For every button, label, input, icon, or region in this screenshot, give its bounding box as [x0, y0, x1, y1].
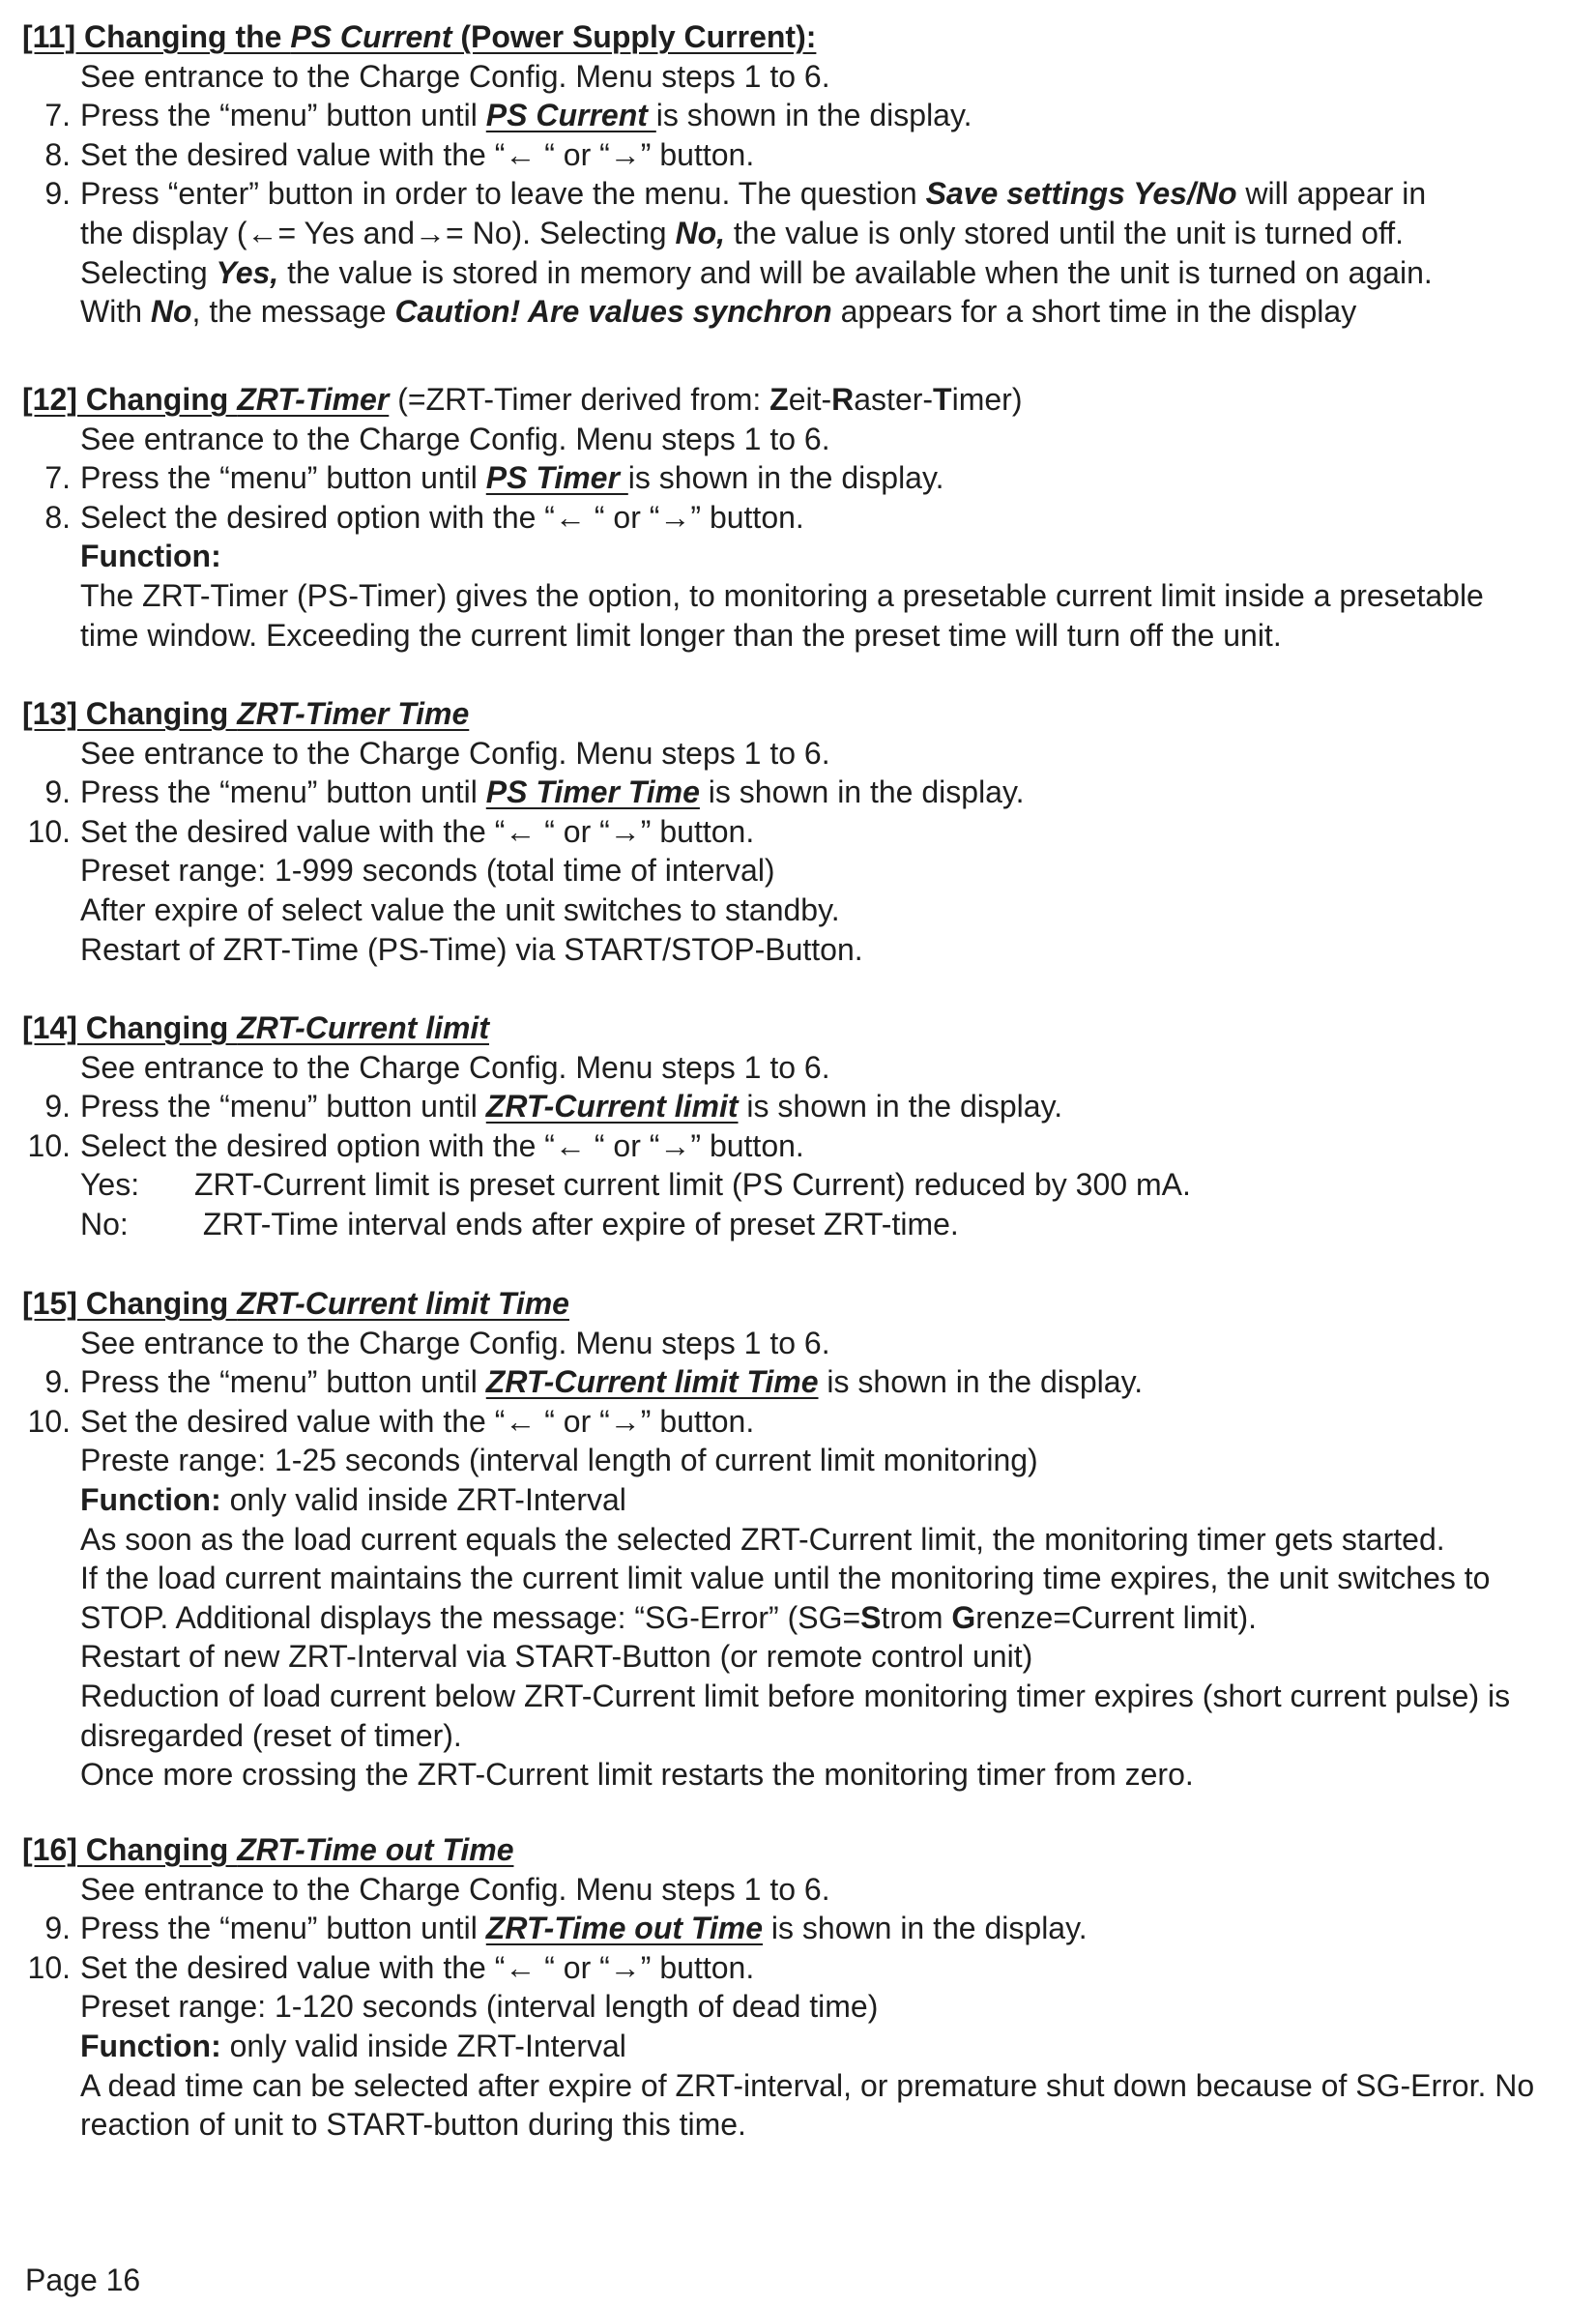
- section-heading: [22, 1008, 489, 1047]
- text-line: [80, 1480, 626, 1519]
- text-line: [80, 2027, 626, 2065]
- step-number: 9.: [44, 1364, 71, 1399]
- numbered-step: [44, 1362, 1144, 1401]
- text-run: , the message: [191, 294, 395, 329]
- text-run: ZRT-Current limit Time: [237, 1286, 569, 1321]
- text-run: trom: [881, 1600, 952, 1635]
- text-line: [80, 616, 1282, 655]
- text-line: [80, 1048, 830, 1087]
- text-run: Once more crossing the ZRT-Current limit restarts the monitoring timer from zero.: [80, 1757, 1194, 1792]
- text-run: PS Current: [290, 19, 452, 54]
- numbered-step: [44, 135, 755, 174]
- option-key: No:: [80, 1207, 129, 1241]
- text-run: imer): [951, 382, 1023, 417]
- text-run: Restart of ZRT-Time (PS-Time) via START/STOP-Button.: [80, 932, 863, 967]
- text-line: [80, 2066, 1534, 2105]
- text-run: Select the desired option with the “← “ or “→” button.: [80, 500, 804, 535]
- text-run: Press “enter” button in order to leave the menu. The question: [80, 176, 926, 211]
- text-run: A dead time can be selected after expire of ZRT-interval, or premature shut down because of SG-Error. No: [80, 2068, 1535, 2103]
- text-run: Function:: [80, 539, 221, 573]
- text-line: [80, 537, 221, 575]
- text-run: (Power Supply Current):: [451, 19, 817, 54]
- text-run: Z: [769, 382, 789, 417]
- text-line: [80, 1598, 1257, 1637]
- text-run: Press the “menu” button until: [80, 98, 486, 132]
- step-number: 8.: [44, 500, 71, 535]
- text-line: [80, 57, 830, 96]
- page-number: Page 16: [25, 2263, 141, 2297]
- step-number: 10.: [27, 1404, 71, 1439]
- text-run: The ZRT-Timer (PS-Timer) gives the option, to monitoring a presetable current limit inside a presetable: [80, 578, 1484, 613]
- step-number: 10.: [27, 1128, 71, 1163]
- text-run: Press the “menu” button until: [80, 1089, 486, 1124]
- text-run: is shown in the display.: [818, 1364, 1144, 1399]
- text-run: Set the desired value with the “← “ or “→” button.: [80, 137, 755, 172]
- text-run: Preset range: 1-120 seconds (interval length of dead time): [80, 1989, 879, 2024]
- text-line: [80, 1520, 1445, 1559]
- text-run: G: [951, 1600, 976, 1635]
- text-run: [14] Changing: [22, 1010, 238, 1045]
- text-run: T: [933, 382, 952, 417]
- text-run: See entrance to the Charge Config. Menu steps 1 to 6.: [80, 1326, 830, 1360]
- text-run: ZRT-Current limit: [485, 1089, 739, 1124]
- text-run: [16] Changing: [22, 1832, 238, 1867]
- text-run: Restart of new ZRT-Interval via START-Button (or remote control unit): [80, 1639, 1033, 1674]
- text-run: See entrance to the Charge Config. Menu steps 1 to 6.: [80, 422, 830, 456]
- step-number: 9.: [44, 1911, 71, 1945]
- step-number: 9.: [44, 774, 71, 809]
- section-heading: [22, 1284, 569, 1323]
- text-line: [80, 2105, 746, 2144]
- text-line: [80, 1165, 1191, 1204]
- numbered-step: [44, 498, 804, 537]
- text-run: ZRT-Current limit Time: [485, 1364, 819, 1399]
- text-run: [13] Changing: [22, 696, 238, 731]
- text-run: ZRT-Time out Time: [485, 1911, 764, 1945]
- text-line: [80, 891, 840, 929]
- text-line: [80, 851, 775, 890]
- text-run: the value is only stored until the unit is turned off.: [725, 216, 1405, 250]
- text-run: Set the desired value with the “← “ or “→” button.: [80, 1404, 755, 1439]
- section-heading: [22, 1830, 513, 1869]
- text-line: [80, 930, 863, 969]
- text-run: eit-: [788, 382, 832, 417]
- text-run: No,: [675, 216, 726, 250]
- text-run: S: [860, 1600, 882, 1635]
- text-run: No: [150, 294, 192, 329]
- step-number: 7.: [44, 98, 71, 132]
- text-line: [80, 1559, 1490, 1597]
- text-run: only valid inside ZRT-Interval: [220, 2029, 626, 2063]
- text-run: time window. Exceeding the current limit longer than the preset time will turn off the unit.: [80, 618, 1282, 653]
- numbered-step: [27, 1402, 755, 1441]
- text-run: the display (←= Yes and→= No). Selecting: [80, 216, 676, 250]
- text-run: ZRT-Current limit: [237, 1010, 489, 1045]
- text-run: PS Current: [485, 98, 656, 132]
- text-run: will appear in: [1236, 176, 1427, 211]
- text-line: [80, 1987, 878, 2026]
- text-run: See entrance to the Charge Config. Menu steps 1 to 6.: [80, 59, 830, 94]
- text-line: [80, 1637, 1032, 1676]
- text-run: Reduction of load current below ZRT-Current limit before monitoring timer expires (short current pulse) is: [80, 1679, 1511, 1713]
- text-run: Set the desired value with the “← “ or “→” button.: [80, 1950, 755, 1985]
- section-heading: [22, 694, 469, 733]
- text-run: ZRT-Time interval ends after expire of preset ZRT-time.: [194, 1207, 959, 1241]
- text-line: [80, 1324, 830, 1362]
- text-run: is shown in the display.: [763, 1911, 1088, 1945]
- text-run: R: [831, 382, 855, 417]
- text-line: [80, 1677, 1510, 1715]
- text-run: Set the desired value with the “← “ or “→” button.: [80, 814, 755, 849]
- text-run: Preste range: 1-25 seconds (interval length of current limit monitoring): [80, 1443, 1038, 1477]
- step-number: 9.: [44, 176, 71, 211]
- text-run: [15] Changing: [22, 1286, 238, 1321]
- step-number: 10.: [27, 1950, 71, 1985]
- text-run: disregarded (reset of timer).: [80, 1718, 462, 1753]
- text-line: [80, 214, 1404, 252]
- text-line: [80, 1870, 830, 1909]
- step-number: 9.: [44, 1089, 71, 1124]
- text-run: [11] Changing the: [22, 19, 291, 54]
- step-number: 10.: [27, 814, 71, 849]
- numbered-step: [27, 1126, 804, 1165]
- text-run: is shown in the display.: [627, 460, 944, 495]
- text-run: After expire of select value the unit switches to standby.: [80, 892, 840, 927]
- text-run: the value is stored in memory and will be available when the unit is turned on again.: [278, 255, 1433, 290]
- numbered-step: [44, 458, 944, 497]
- text-run: As soon as the load current equals the selected ZRT-Current limit, the monitoring timer gets started.: [80, 1522, 1445, 1557]
- text-run: Save settings Yes/No: [925, 176, 1237, 211]
- text-run: STOP. Additional displays the message: “SG-Error” (SG=: [80, 1600, 861, 1635]
- text-run: [12] Changing: [22, 382, 238, 417]
- text-run: reaction of unit to START-button during this time.: [80, 2107, 746, 2142]
- step-number: 7.: [44, 460, 71, 495]
- text-run: Press the “menu” button until: [80, 460, 486, 495]
- text-run: renze=Current limit).: [975, 1600, 1258, 1635]
- text-run: PS Timer: [485, 460, 628, 495]
- text-run: Press the “menu” button until: [80, 774, 486, 809]
- text-run: Selecting: [80, 255, 217, 290]
- text-run: appears for a short time in the display: [831, 294, 1357, 329]
- text-run: See entrance to the Charge Config. Menu steps 1 to 6.: [80, 1872, 830, 1907]
- text-run: With: [80, 294, 151, 329]
- text-line: [80, 292, 1356, 331]
- text-run: Function:: [80, 1482, 221, 1517]
- text-run: aster-: [854, 382, 934, 417]
- step-number: 8.: [44, 137, 71, 172]
- text-run: ZRT-Timer Time: [237, 696, 470, 731]
- text-run: Preset range: 1-999 seconds (total time of interval): [80, 853, 775, 888]
- text-run: See entrance to the Charge Config. Menu steps 1 to 6.: [80, 736, 830, 771]
- text-line: [80, 734, 830, 773]
- text-line: [80, 1205, 959, 1243]
- section-heading: [22, 380, 1022, 419]
- text-run: ZRT-Timer: [237, 382, 390, 417]
- numbered-step: [44, 174, 1427, 213]
- text-run: Press the “menu” button until: [80, 1364, 486, 1399]
- text-run: ZRT-Current limit is preset current limit (PS Current) reduced by 300 mA.: [194, 1167, 1191, 1202]
- text-run: See entrance to the Charge Config. Menu steps 1 to 6.: [80, 1050, 830, 1085]
- text-line: [80, 1716, 462, 1755]
- numbered-step: [27, 812, 755, 851]
- text-line: [80, 1441, 1038, 1479]
- text-run: is shown in the display.: [738, 1089, 1063, 1124]
- text-run: ZRT-Time out Time: [237, 1832, 514, 1867]
- text-line: [80, 576, 1484, 615]
- text-run: Press the “menu” button until: [80, 1911, 486, 1945]
- option-key: Yes:: [80, 1167, 140, 1202]
- numbered-step: [44, 96, 972, 134]
- text-run: (=ZRT-Timer derived from:: [389, 382, 770, 417]
- text-line: [80, 420, 830, 458]
- text-run: Select the desired option with the “← “ or “→” button.: [80, 1128, 804, 1163]
- text-run: If the load current maintains the current limit value until the monitoring time expires, the unit switches to: [80, 1561, 1491, 1595]
- text-line: [80, 253, 1433, 292]
- text-run: PS Timer Time: [485, 774, 700, 809]
- numbered-step: [44, 773, 1025, 811]
- text-run: is shown in the display.: [655, 98, 972, 132]
- text-run: Yes,: [216, 255, 279, 290]
- text-run: Caution! Are values synchron: [394, 294, 832, 329]
- text-line: [80, 1755, 1194, 1794]
- numbered-step: [44, 1087, 1063, 1125]
- section-heading: [22, 17, 816, 56]
- text-run: is shown in the display.: [699, 774, 1025, 809]
- numbered-step: [27, 1948, 755, 1987]
- numbered-step: [44, 1909, 1088, 1947]
- text-run: Function:: [80, 2029, 221, 2063]
- text-run: only valid inside ZRT-Interval: [220, 1482, 626, 1517]
